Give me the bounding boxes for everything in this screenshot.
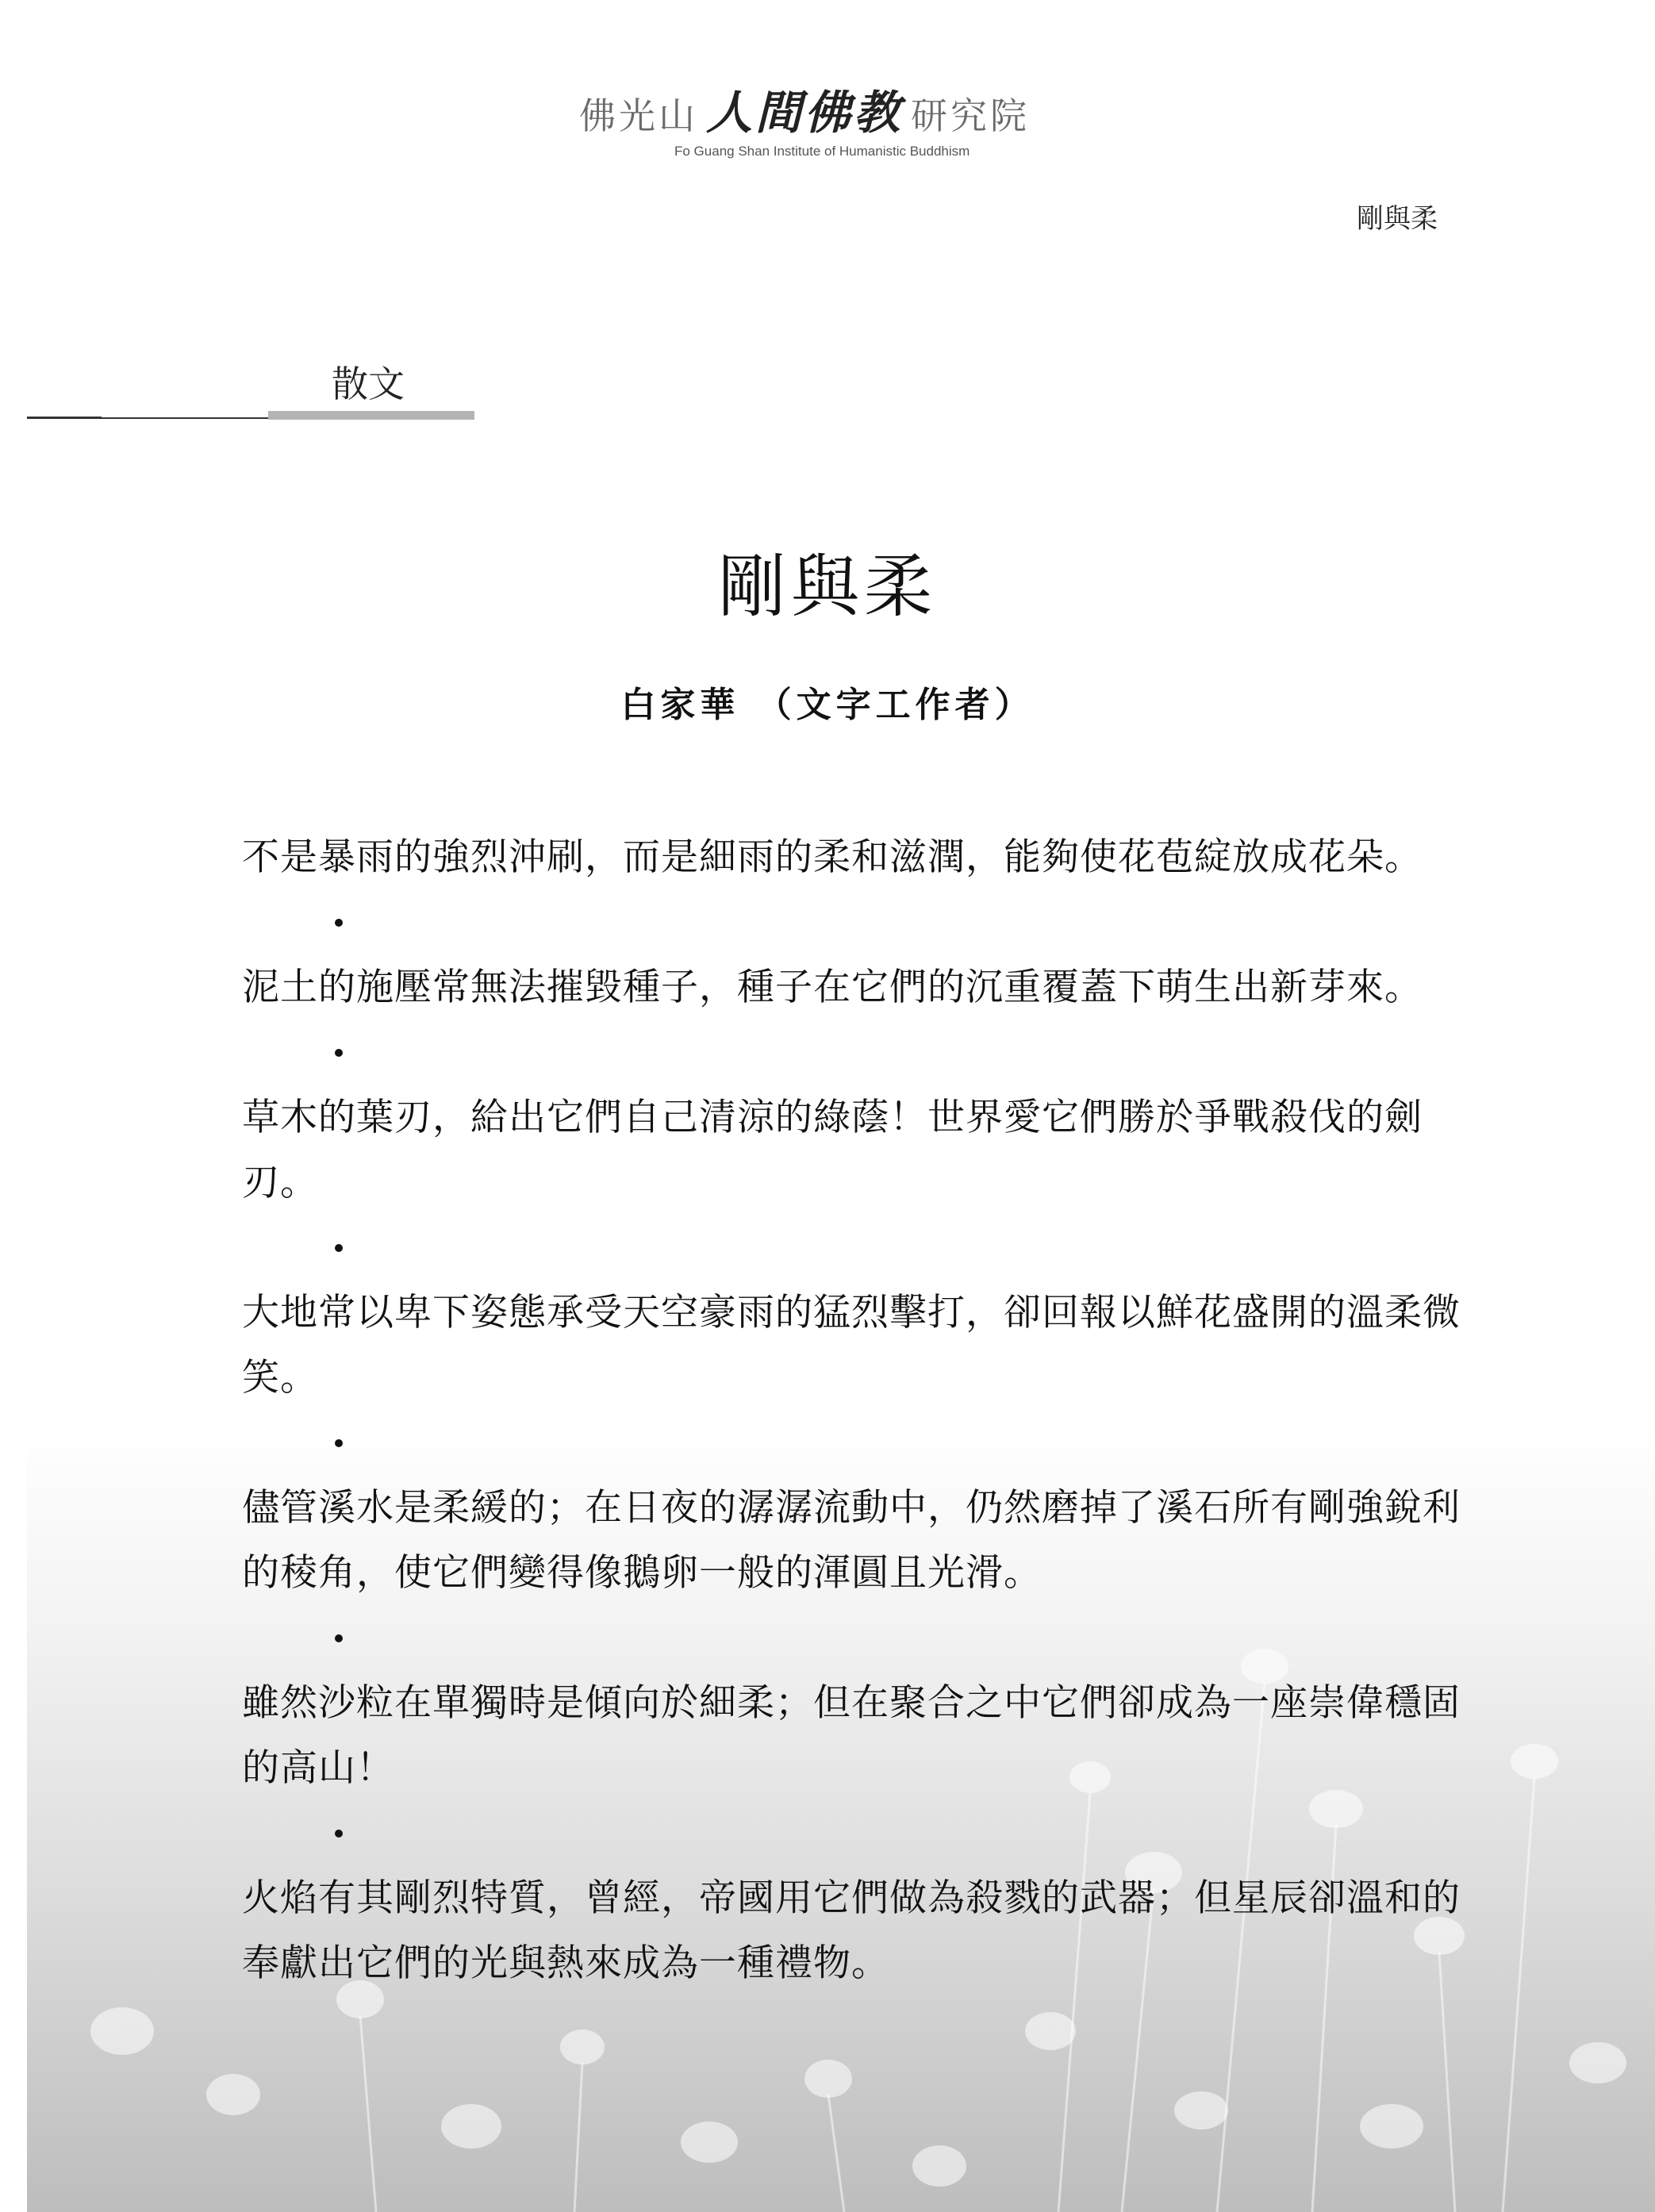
separator-dot	[242, 1020, 1464, 1085]
paragraph: 雖然沙粒在單獨時是傾向於細柔；但在聚合之中它們卻成為一座崇偉穩固的高山！	[242, 1681, 1461, 1790]
separator-dot	[242, 1411, 1464, 1476]
separator-dot	[242, 890, 1464, 955]
logo-english: Fo Guang Shan Institute of Humanistic Buddhism	[674, 144, 970, 159]
section-rule-black	[27, 417, 102, 419]
logo-chinese	[579, 75, 1071, 142]
running-head: 剛與柔	[1357, 203, 1438, 235]
paragraph: 儘管溪水是柔緩的；在日夜的潺潺流動中，仍然磨掉了溪石所有剛強銳利的稜角，使它們變得像鵝卵一般的渾圓且光滑。	[242, 1486, 1461, 1595]
logo-right-text: 研究院	[911, 94, 1031, 137]
separator-dot	[242, 1606, 1464, 1671]
article-title: 剛與柔	[718, 547, 937, 627]
article-author: 白家華 （文字工作者）	[620, 685, 1035, 725]
paragraph: 不是暴雨的強烈沖刷，而是細雨的柔和滋潤，能夠使花苞綻放成花朵。	[242, 835, 1423, 879]
paragraph: 泥土的施壓常無法摧毀種子，種子在它們的沉重覆蓋下萌生出新芽來。	[242, 966, 1423, 1009]
logo-calligraphy: 人間佛教	[706, 86, 904, 140]
section-label: 散文	[332, 363, 405, 405]
paragraph: 草木的葉刃，給出它們自己清涼的綠蔭！世界愛它們勝於爭戰殺伐的劍刃。	[242, 1096, 1423, 1204]
institute-logo	[579, 75, 1071, 159]
section-rule-thin	[102, 417, 268, 419]
article-body	[242, 825, 1464, 1996]
separator-dot	[242, 1801, 1464, 1866]
logo-left-text: 佛光山	[579, 94, 698, 137]
paragraph: 大地常以卑下姿態承受天空豪雨的猛烈擊打，卻回報以鮮花盛開的溫柔微笑。	[242, 1291, 1461, 1400]
paragraph: 火焰有其剛烈特質，曾經，帝國用它們做為殺戮的武器；但星辰卻溫和的奉獻出它們的光與熱來成為一種禮物。	[242, 1876, 1461, 1985]
section-rule-gray	[268, 411, 474, 420]
separator-dot	[242, 1215, 1464, 1281]
